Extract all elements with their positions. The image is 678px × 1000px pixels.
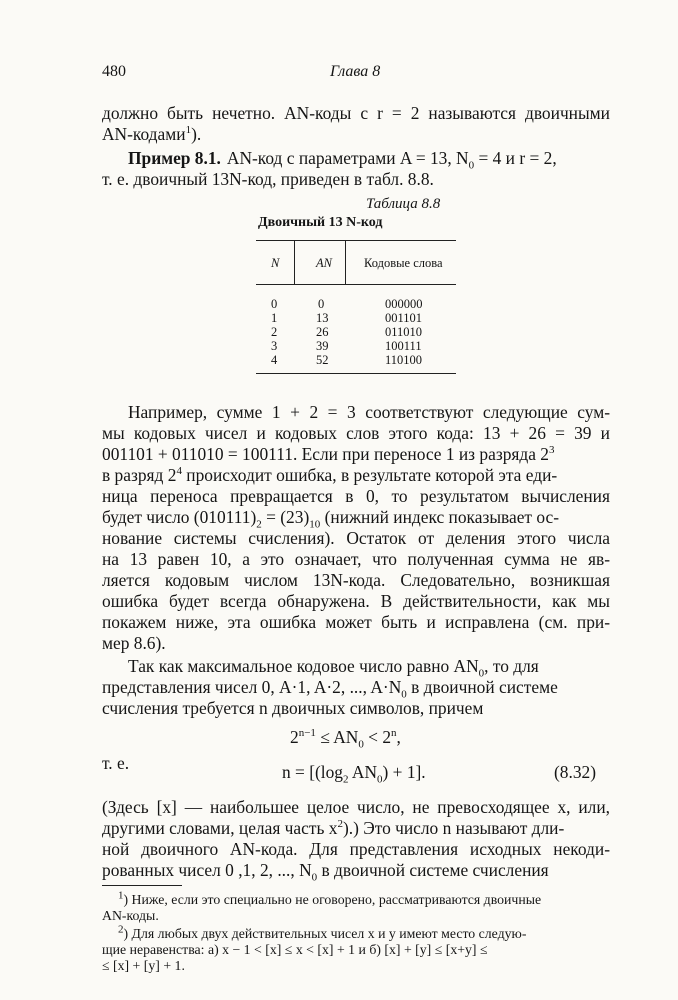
table-title: Двоичный 13 N-код (258, 215, 383, 230)
formula-1-c: < 2 (363, 727, 392, 747)
formula-1-sub: 0 (358, 738, 364, 751)
para1-l3-sup: 3 (549, 444, 555, 457)
cell-an: 52 (316, 353, 329, 367)
example-text-a: AN-код с параметрами A = 13, N (226, 148, 469, 168)
intro-end: ). (191, 124, 202, 144)
para2-l1-text-b: , то для (484, 656, 539, 676)
equation-number: (8.32) (554, 762, 597, 782)
running-head: Глава 8 (330, 63, 381, 80)
table-header-codewords: Кодовые слова (364, 256, 443, 270)
para1-line-11: покажем ниже, эта ошибка может быть и исправлена (см. при- (102, 612, 610, 632)
page-number: 480 (102, 63, 126, 80)
footnote-2-text: ) Для любых двух действительных чисел x и y имеют место следую- (123, 926, 527, 941)
cell-code: 011010 (385, 325, 423, 339)
para1-line-4 (102, 465, 557, 485)
cell-code: 110100 (385, 353, 423, 367)
cell-an: 0 (318, 297, 325, 311)
intro-text: AN-кодами (102, 124, 186, 144)
formula-2-c: ) + 1]. (382, 762, 426, 782)
footnote-2-mark: 2 (118, 923, 124, 936)
para1-l4-sup: 4 (176, 465, 182, 478)
para1-l6-sub-2: 10 (309, 518, 321, 531)
table-vline-1 (294, 240, 295, 284)
para1-l4-text-a: в разряд 2 (102, 465, 177, 485)
para1-line-12: мер 8.6). (102, 633, 166, 653)
formula-2-a: n = [(log (282, 762, 344, 782)
footnote-ref-1: 1 (185, 124, 192, 137)
para3-l2-text-a: другими словами, целая часть x (102, 818, 338, 838)
para1-line-3 (102, 444, 555, 464)
para1-line-7: нование системы счисления). Остаток от деления этого числа (102, 528, 610, 548)
formula-length (282, 762, 426, 786)
footnote-2-line-2: щие неравенства: а) x − 1 < [x] ≤ x < [x] + 1 и б) [x] + [y] ≤ [x+y] ≤ (102, 942, 488, 957)
para3-line-2 (102, 818, 564, 838)
footnote-2-line-3: ≤ [x] + [y] + 1. (102, 958, 185, 973)
cell-an: 39 (316, 339, 329, 353)
formula-te-label: т. е. (102, 753, 130, 773)
table-header-n: N (271, 256, 280, 270)
cell-n: 2 (271, 325, 278, 339)
table-header-rule (256, 284, 456, 285)
cell-an: 26 (316, 325, 329, 339)
example-line-2: т. е. двоичный 13N-код, приведен в табл. 8.8. (102, 169, 434, 189)
para1-line-9: ляется кодовым числом 13N-кода. Следовательно, возникшая (102, 570, 610, 590)
para2-line-2 (102, 677, 558, 701)
para2-line-3: счисления требуется n двоичных символов, причем (102, 698, 484, 718)
para2-l2-sub: 0 (401, 688, 407, 701)
formula-1-a: 2 (290, 727, 299, 747)
para1-line-8: на 13 равен 10, а это означает, что полученная сумма не яв- (102, 549, 610, 569)
cell-n: 4 (271, 353, 278, 367)
formula-2-sub-2: 0 (377, 773, 383, 786)
formula-1-sup: n−1 (298, 727, 316, 740)
formula-1-d: , (396, 727, 401, 747)
para3-l4-sub: 0 (311, 871, 318, 884)
cell-an: 13 (316, 311, 329, 325)
para3-l2-sup: 2 (337, 818, 343, 831)
formula-1-sup-2: n (391, 727, 397, 740)
para2-l1-sub: 0 (478, 667, 485, 680)
formula-2-b: AN (348, 762, 378, 782)
example-title: Пример 8.1. (128, 148, 221, 168)
para1-l6-text-b: = (23) (261, 507, 310, 527)
cell-n: 0 (271, 297, 278, 311)
para1-line-5: ница переноса превращается в 0, то результатом вычисления (102, 486, 610, 506)
footnote-2-line-1 (118, 923, 527, 942)
footnote-1-line-2: AN-коды. (102, 908, 159, 923)
para2-line-1 (128, 656, 539, 680)
table-top-rule (256, 240, 456, 241)
footnote-1-mark: 1 (118, 889, 124, 902)
para2-l1-text-a: Так как максимальное кодовое число равно AN (128, 656, 479, 676)
footnote-separator (102, 885, 182, 886)
para1-l6-sub-1: 2 (256, 518, 262, 531)
example-text-b: = 4 и r = 2, (474, 148, 557, 168)
intro-line-2 (102, 124, 201, 144)
table-bottom-rule (256, 373, 456, 374)
para1-l4-text-b: происходит ошибка, в результате которой эта еди- (181, 465, 558, 485)
para3-l2-text-b: ).) Это число n называют дли- (342, 818, 565, 838)
cell-code: 001101 (385, 311, 423, 325)
footnote-1-line-1 (118, 889, 542, 908)
para3-l4-text-a: рованных чисел 0 ,1, 2, ..., N (102, 860, 312, 880)
intro-line-1: должно быть нечетно. AN-коды с r = 2 называются двоичными (102, 103, 610, 123)
para2-l2-text-a: представления чисел 0, A·1, A·2, ..., A·N (102, 677, 402, 697)
table-vline-2 (345, 240, 346, 284)
formula-2-sub-1: 2 (343, 773, 349, 786)
para1-l3-text: 001101 + 011010 = 100111. Если при переносе 1 из разряда 2 (102, 444, 549, 464)
para3-line-3: ной двоичного AN-кода. Для представления исходных некоди- (102, 839, 610, 859)
para2-l2-text-b: в двоичной системе (406, 677, 558, 697)
formula-inequality (290, 727, 401, 751)
formula-1-b: ≤ AN (315, 727, 359, 747)
cell-code: 000000 (385, 297, 423, 311)
para1-line-1: Например, сумме 1 + 2 = 3 соответствуют следующие сум- (128, 402, 610, 422)
cell-code: 100111 (385, 339, 422, 353)
table-caption: Таблица 8.8 (366, 196, 441, 212)
para1-line-10: ошибка будет всегда обнаружена. В действительности, как мы (102, 591, 610, 611)
table-header-an: AN (316, 256, 332, 270)
cell-n: 3 (271, 339, 278, 353)
example-line-1 (128, 148, 610, 172)
para1-l6-text-a: будет число (010111) (102, 507, 257, 527)
para3-line-4 (102, 860, 549, 884)
para1-line-6 (102, 507, 560, 531)
cell-n: 1 (271, 311, 278, 325)
example-text (226, 148, 557, 172)
para1-line-2: мы кодовых чисел и кодовых слов этого кода: 13 + 26 = 39 и (102, 423, 610, 443)
para1-l6-text-c: (нижний индекс показывает ос- (320, 507, 560, 527)
footnote-1-text: ) Ниже, если это специально не оговорено, рассматриваются двоичные (123, 892, 542, 907)
example-sub: 0 (468, 159, 475, 172)
para3-line-1: (Здесь [x] — наибольшее целое число, не превосходящее x, или, (102, 797, 610, 817)
para3-l4-text-b: в двоичной системе счисления (317, 860, 549, 880)
